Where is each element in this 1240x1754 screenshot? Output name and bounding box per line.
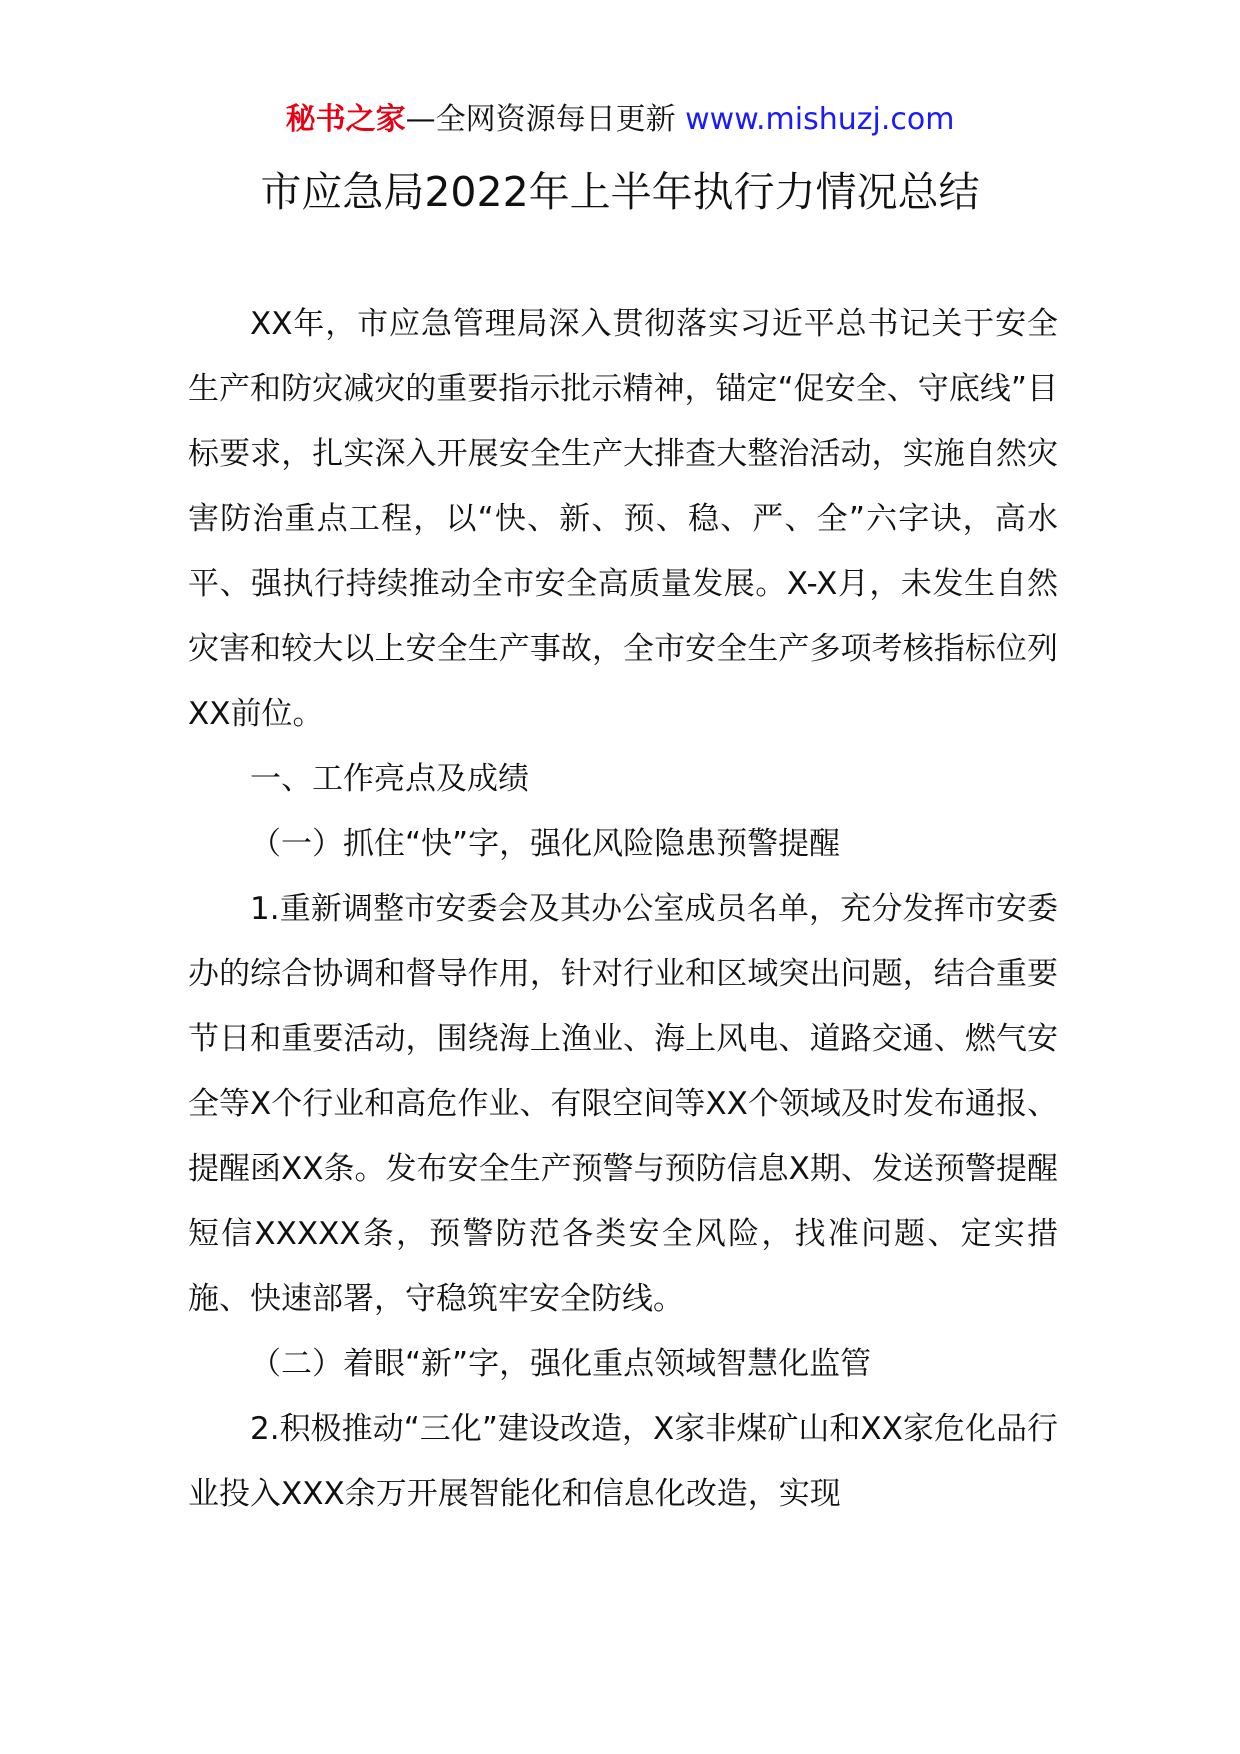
brand-name: 秘书之家 (285, 102, 406, 137)
subsection-heading-1: （一）抓住“快”字，强化风险隐患预警提醒 (250, 826, 841, 862)
document-body (188, 292, 1058, 1527)
document-title: 市应急局2022年上半年执行力情况总结 (260, 168, 980, 216)
item-paragraph-1: 1.重新调整市安委会及其办公室成员名单，充分发挥市安委办的综合协调和督导作用，针对行业和区域突出问题，结合重要节日和重要活动，围绕海上渔业、海上风电、道路交通、燃气安全等X个行业和高危作业、有限空间等XX个领域及时发布通报、提醒函XX条。发布安全生产预警与预防信息X期、发送预警提醒短信XXXXX条，预警防范各类安全风险，找准问题、定实措施、快速部署，守稳筑牢安全防线。 (188, 891, 1058, 1317)
item-paragraph-2: 2.积极推动“三化”建设改造，X家非煤矿山和XX家危化品行业投入XXX余万开展智能化和信息化改造，实现 (188, 1411, 1058, 1512)
header-tagline: —全网资源每日更新 (405, 102, 686, 137)
section-heading: 一、工作亮点及成绩 (250, 761, 529, 797)
subsection-heading-2: （二）着眼“新”字，强化重点领域智慧化监管 (250, 1346, 872, 1382)
header-banner (0, 100, 1240, 140)
site-url-link[interactable]: www.mishuzj.com (685, 102, 955, 137)
intro-paragraph: XX年，市应急管理局深入贯彻落实习近平总书记关于安全生产和防灾减灾的重要指示批示精神，锚定“促安全、守底线”目标要求，扎实深入开展安全生产大排查大整治活动，实施自然灾害防治重点工程，以“快、新、预、稳、严、全”六字诀，高水平、强执行持续推动全市安全高质量发展。X-X月，未发生自然灾害和较大以上安全生产事故，全市安全生产多项考核指标位列XX前位。 (188, 306, 1058, 732)
